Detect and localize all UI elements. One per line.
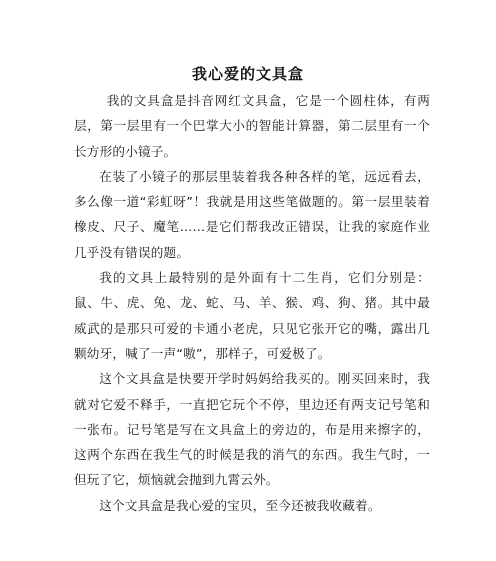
paragraph-4: 这个文具盒是快要开学时妈妈给我买的。刚买回来时，我就对它爱不释手，一直把它玩个不停，里边还有两支记号笔和一张布。记号笔是写在文具盒上的旁边的，布是用来擦字的，这两个东西在我生气的时候是我的消气的东西。我生气时，一但玩了它，烦恼就会抛到九霄云外。	[74, 371, 430, 488]
paragraph-3: 我的文具上最特别的是外面有十二生肖，它们分别是：鼠、牛、虎、兔、龙、蛇、马、羊、猴、鸡、狗、猪。其中最威武的是那只可爱的卡通小老虎，只见它张开它的嘴，露出几颗幼牙，喊了一声“嗷”，那样子，可爱极了。	[74, 270, 430, 361]
paragraph-5: 这个文具盒是我心爱的宝贝，至今还被我收藏着。	[99, 497, 381, 513]
document-title: 我心爱的文具盒	[191, 65, 304, 83]
document-body	[74, 88, 430, 518]
paragraph-2: 在装了小镜子的那层里装着我各种各样的笔，远远看去，多么像一道“彩虹呀”！我就是用这些笔做题的。第一层里装着橡皮、尺子、魔笔……是它们帮我改正错误，让我的家庭作业几乎没有错误的题。	[74, 168, 430, 260]
paragraph-1: 我的文具盒是抖音网红文具盒，它是一个圆柱体，有两层，第一层里有一个巴掌大小的智能计算器，第二层里有一个长方形的小镜子。	[74, 93, 430, 159]
